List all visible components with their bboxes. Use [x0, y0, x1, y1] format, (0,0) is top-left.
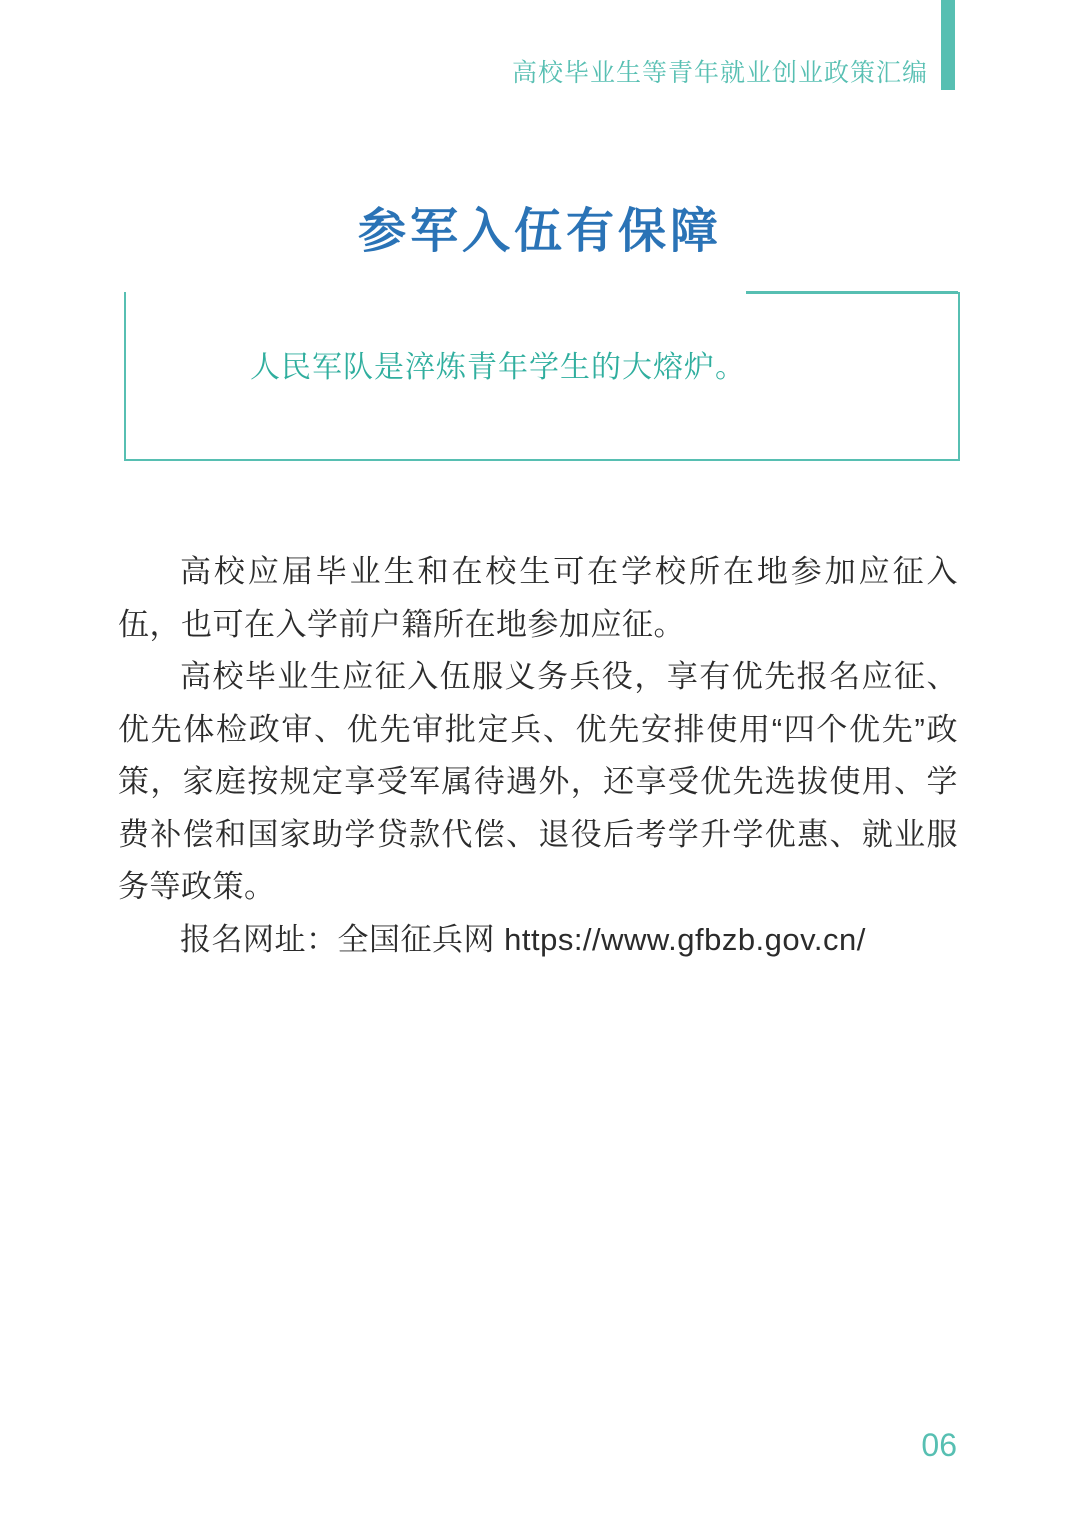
body-paragraph: 报名网址：全国征兵网 https://www.gfbzb.gov.cn/	[180, 921, 866, 957]
header-accent-bar	[941, 0, 955, 90]
quote-box	[124, 292, 960, 461]
page-title: 参军入伍有保障	[357, 205, 722, 258]
body-paragraphs	[118, 546, 958, 966]
quote-text: 人民军队是淬炼青年学生的大熔炉。	[250, 351, 746, 384]
body-paragraph: 高校应届毕业生和在校生可在学校所在地参加应征入伍，也可在入学前户籍所在地参加应征。	[118, 554, 958, 642]
header-title: 高校毕业生等青年就业创业政策汇编	[511, 59, 928, 87]
body-paragraph: 高校毕业生应征入伍服义务兵役，享有优先报名应征、优先体检政审、优先审批定兵、优先安排使用“四个优先”政策，家庭按规定享受军属待遇外，还享受优先选拔使用、学费补偿和国家助学贷款代偿、退役后考学升学优惠、就业服务等政策。	[118, 659, 958, 904]
page-number: 06	[921, 1427, 957, 1463]
